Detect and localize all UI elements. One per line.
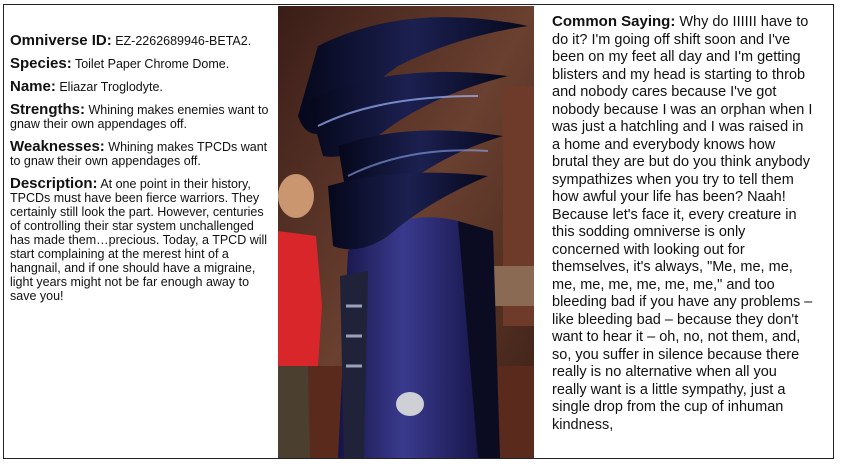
description-row <box>10 177 275 303</box>
common-saying-label: Common Saying: <box>552 13 676 30</box>
strengths-value: Whining makes enemies want to gnaw their own appendages off. <box>10 103 269 131</box>
common-saying-value: Why do IIIIII have to do it? I'm going off shift soon and I've been on my feet all day and I'm getting blisters and my head is starting to throb and nobody cares because I've got nobody because I was an orphan when I was just a hatchling and I was raised in a home and everybody knows how brutal they are but do you think anybody sympathizes when you try to tell them how awful your life has been? Naah! Because let's face it, every creature in this sodding omniverse is only concerned with looking out for themselves, it's always, "Me, me, me, me, me, me, me, me, me," and too bleeding bad if you have any problems – like bleeding bad – because they don't want to hear it – oh, no, not them, and, so, you suffer in silence because there really is no alternative when all you really want is a little sympathy, just a single drop from the cup of inhuman kindness, <box>552 14 813 433</box>
description-label: Description: <box>10 175 98 192</box>
description-value: At one point in their history, TPCDs must have been fierce warriors. They certainly still look the part. However, centuries of controlling their star system unchallenged has made them…precious. Today, a TPCD will start complaining at the merest hint of a hangnail, and if one should have a migraine, light years might not be far enough away to save you! <box>10 177 268 303</box>
species-label: Species: <box>10 55 72 72</box>
omniverse-id-row <box>10 34 275 48</box>
alien-costume-image <box>278 6 534 458</box>
costume-photo <box>278 6 534 458</box>
profile-panel <box>10 34 275 312</box>
species-row <box>10 57 275 71</box>
omniverse-id-label: Omniverse ID: <box>10 32 112 49</box>
name-value: Eliazar Troglodyte. <box>59 80 163 94</box>
strengths-label: Strengths: <box>10 101 85 118</box>
common-saying-panel <box>552 13 814 457</box>
name-row <box>10 80 275 94</box>
weaknesses-label: Weaknesses: <box>10 138 105 155</box>
name-label: Name: <box>10 78 56 95</box>
strengths-row <box>10 103 275 131</box>
weaknesses-row <box>10 140 275 168</box>
omniverse-id-value: EZ-2262689946-BETA2. <box>115 34 252 48</box>
weaknesses-value: Whining makes TPCDs want to gnaw their own appendages off. <box>10 140 268 168</box>
species-value: Toilet Paper Chrome Dome. <box>74 57 230 71</box>
